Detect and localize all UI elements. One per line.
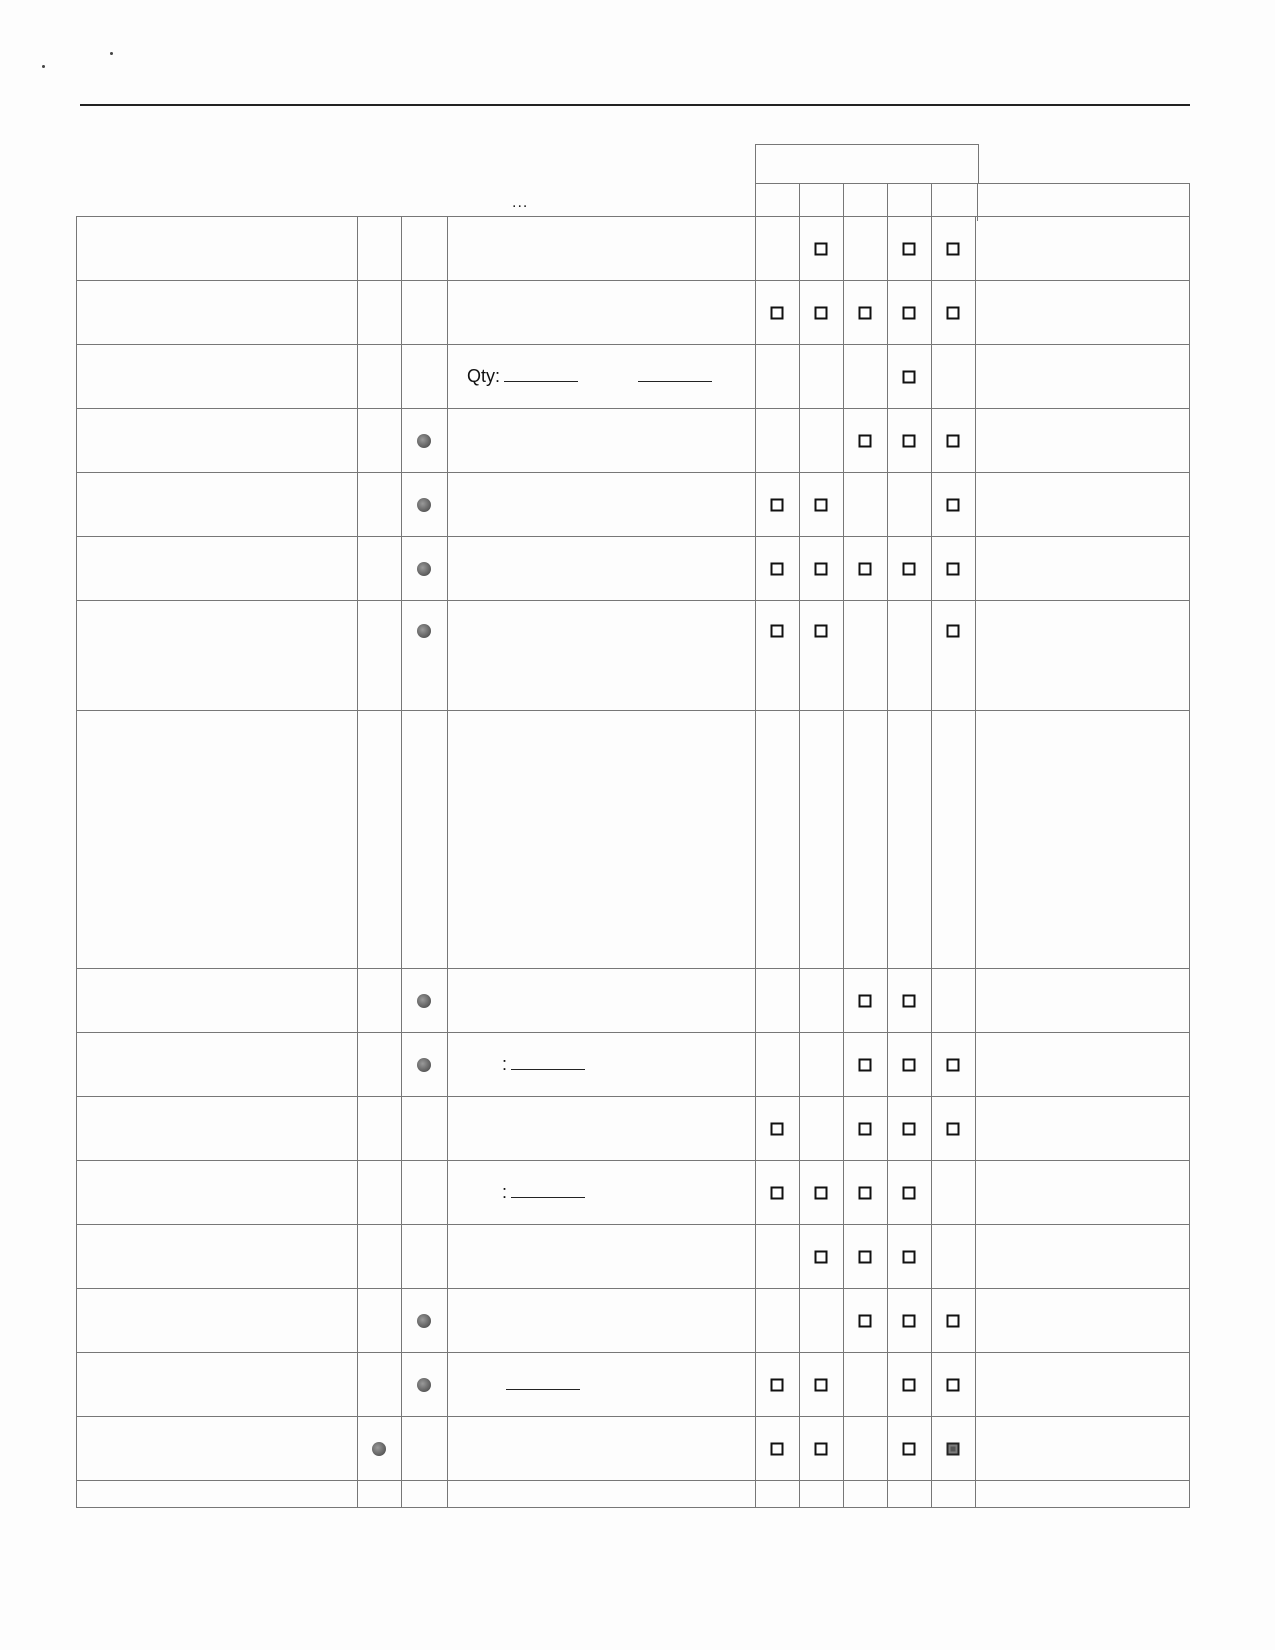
checkbox[interactable] [947,1059,960,1072]
table-row [77,473,1189,537]
checkbox[interactable] [859,1123,872,1136]
checkbox[interactable] [771,563,784,576]
checkbox[interactable] [947,499,960,512]
checkbox[interactable] [903,1315,916,1328]
scan-speck [42,65,45,68]
checkbox[interactable] [947,1123,960,1136]
table-row [77,1161,1189,1225]
checkbox[interactable] [815,243,828,256]
checkbox[interactable] [859,563,872,576]
table-row [77,1417,1189,1481]
checkbox[interactable] [859,1187,872,1200]
checkbox[interactable] [903,243,916,256]
table-row [77,409,1189,473]
checked-checkbox[interactable] [947,1443,960,1456]
inline-field[interactable] [502,1374,580,1395]
checkbox[interactable] [859,1059,872,1072]
checkbox[interactable] [947,243,960,256]
checkbox[interactable] [771,1379,784,1392]
table-row [77,217,1189,281]
inline-field[interactable] [502,1182,585,1203]
filled-bullet-icon [417,994,431,1008]
checkbox[interactable] [771,499,784,512]
checkbox[interactable] [859,1251,872,1264]
checkbox[interactable] [903,1059,916,1072]
checkbox[interactable] [947,307,960,320]
checkbox[interactable] [903,371,916,384]
filled-bullet-icon [417,498,431,512]
table-row [77,1097,1189,1161]
checkbox[interactable] [771,1187,784,1200]
checkbox[interactable] [903,307,916,320]
inline-field[interactable] [502,1054,585,1075]
checkbox[interactable] [771,625,784,638]
checkbox[interactable] [903,435,916,448]
field-label: Qty: [467,366,501,386]
blank-line[interactable] [506,1375,580,1390]
checkbox[interactable] [903,1123,916,1136]
filled-bullet-icon [417,434,431,448]
checkbox[interactable] [947,435,960,448]
checkbox-group-header [755,144,979,184]
header-rule [80,104,1190,106]
table-row [77,537,1189,601]
blank-line[interactable] [511,1183,585,1198]
header-ellipsis: ... [512,194,529,211]
table-row [77,1225,1189,1289]
filled-bullet-icon [417,1378,431,1392]
table-row [77,969,1189,1033]
checkbox[interactable] [815,563,828,576]
checkbox[interactable] [771,1443,784,1456]
checkbox[interactable] [903,1187,916,1200]
checkbox[interactable] [903,563,916,576]
checkbox[interactable] [771,1123,784,1136]
checkbox[interactable] [815,1251,828,1264]
filled-bullet-icon [417,562,431,576]
table-row [77,601,1189,711]
checkbox[interactable] [947,625,960,638]
blank-line[interactable] [638,367,712,382]
checkbox[interactable] [903,1379,916,1392]
table-row [77,1033,1189,1097]
filled-bullet-icon [417,1058,431,1072]
filled-bullet-icon [372,1442,386,1456]
checkbox[interactable] [947,1379,960,1392]
checkbox[interactable] [771,307,784,320]
checkbox[interactable] [815,499,828,512]
field-label: : [502,1054,508,1074]
checkbox[interactable] [903,1251,916,1264]
filled-bullet-icon [417,1314,431,1328]
checkbox[interactable] [903,995,916,1008]
field-label: : [502,1182,508,1202]
checkbox[interactable] [859,1315,872,1328]
blank-line[interactable] [504,367,578,382]
blank-line[interactable] [511,1055,585,1070]
checkbox[interactable] [815,1443,828,1456]
table-row [77,281,1189,345]
table-row [77,1353,1189,1417]
checkbox[interactable] [947,563,960,576]
checkbox[interactable] [815,1187,828,1200]
checkbox[interactable] [859,307,872,320]
checkbox[interactable] [815,625,828,638]
checkbox[interactable] [947,1315,960,1328]
filled-bullet-icon [417,624,431,638]
table-row [77,711,1189,969]
scan-speck [110,52,113,55]
checkbox[interactable] [815,307,828,320]
checkbox[interactable] [903,1443,916,1456]
form-table [76,216,1190,1508]
checkbox[interactable] [859,435,872,448]
checkbox[interactable] [815,1379,828,1392]
inline-field[interactable] [467,366,712,387]
table-row [77,1289,1189,1353]
checkbox[interactable] [859,995,872,1008]
